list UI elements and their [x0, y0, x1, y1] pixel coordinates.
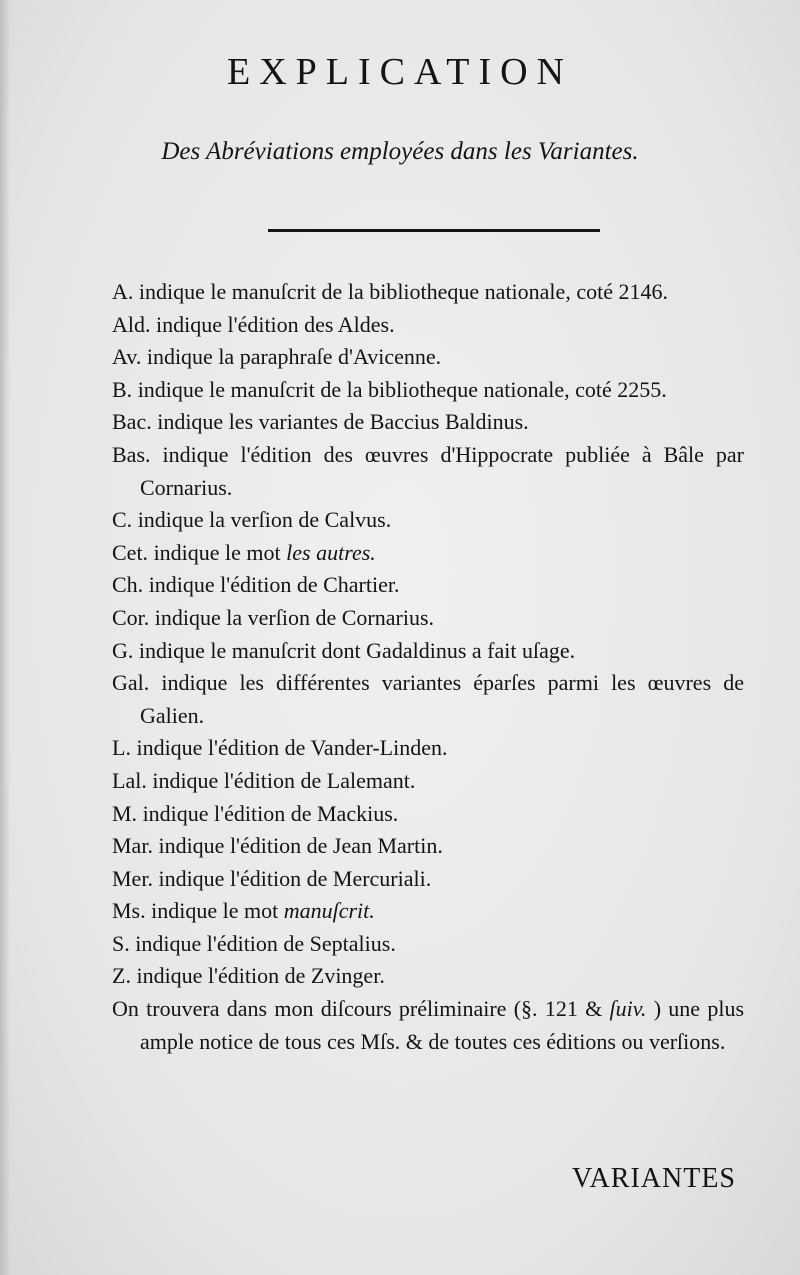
- abbreviation: L.: [112, 735, 131, 761]
- abbreviation: Av.: [112, 344, 142, 370]
- definition: indique la verſion de Calvus.: [137, 507, 392, 533]
- abbreviation-list: [112, 276, 744, 1058]
- list-item: [112, 341, 744, 374]
- definition: indique l'édition de Mackius.: [142, 800, 399, 826]
- list-item: [112, 798, 744, 831]
- list-item: [112, 960, 744, 993]
- definition: indique le manuſcrit de la bibliotheque nationale, coté 2146.: [138, 279, 668, 304]
- list-item: [112, 569, 744, 602]
- definition: indique l'édition des œuvres d'Hippocrate publiée à Bâle par Cornarius.: [140, 441, 744, 500]
- list-item: [112, 374, 744, 407]
- abbreviation: M.: [112, 800, 138, 826]
- list-item: [112, 439, 744, 504]
- abbreviation: Cet.: [112, 539, 149, 565]
- definition: indique le manuſcrit de la bibliotheque nationale, coté 2255.: [137, 376, 667, 402]
- list-item: [112, 504, 744, 537]
- abbreviation: Mer.: [112, 865, 153, 891]
- abbreviation: Cor.: [112, 604, 150, 630]
- page-title: EXPLICATION: [227, 51, 573, 93]
- abbreviation: C.: [112, 507, 133, 533]
- abbreviation: G.: [112, 637, 134, 663]
- definition: indique le mot: [153, 539, 281, 565]
- list-item: [112, 537, 744, 570]
- abbreviation: Gal.: [112, 670, 150, 696]
- list-item: [112, 765, 744, 798]
- list-item: [112, 895, 744, 928]
- list-item: [112, 309, 744, 342]
- abbreviation: Z.: [112, 963, 131, 989]
- definition: indique l'édition des Aldes.: [156, 311, 395, 337]
- italic-term: ſuiv.: [609, 996, 647, 1022]
- abbreviation: Bas.: [112, 441, 151, 467]
- definition: indique l'édition de Septalius.: [135, 930, 396, 956]
- page-subtitle: Des Abréviations employées dans les Variantes.: [161, 138, 639, 165]
- definition: indique la paraphraſe d'Avicenne.: [146, 344, 442, 370]
- list-item: [112, 732, 744, 765]
- definition: indique l'édition de Zvinger.: [136, 963, 385, 989]
- definition: indique la verſion de Cornarius.: [154, 604, 435, 630]
- abbreviation: Lal.: [112, 767, 147, 793]
- list-item: [112, 406, 744, 439]
- definition: indique le mot: [151, 898, 279, 924]
- abbreviation: Ald.: [112, 311, 151, 337]
- list-item: [112, 863, 744, 896]
- list-item: [112, 928, 744, 961]
- definition: indique les variantes de Baccius Baldinus.: [157, 409, 529, 435]
- definition: indique les différentes variantes éparſes parmi les œuvres de Galien.: [140, 670, 745, 728]
- abbreviation: A.: [112, 279, 134, 304]
- list-item: [112, 667, 744, 732]
- definition: indique l'édition de Jean Martin.: [158, 833, 443, 859]
- abbreviation: Ms.: [112, 898, 146, 924]
- note-text: On trouvera dans mon diſcours préliminaire (§. 121 &: [112, 996, 603, 1022]
- divider-rule: [268, 229, 600, 232]
- list-item: [112, 602, 744, 635]
- abbreviation: Mar.: [112, 833, 153, 859]
- closing-note: [112, 993, 744, 1058]
- italic-term: les autres.: [286, 539, 376, 565]
- abbreviation: B.: [112, 376, 133, 402]
- page-edge-shadow: [0, 0, 10, 1275]
- definition: indique l'édition de Mercuriali.: [158, 865, 432, 891]
- abbreviation: Ch.: [112, 572, 144, 598]
- definition: indique l'édition de Vander-Linden.: [136, 735, 448, 761]
- definition: indique l'édition de Chartier.: [148, 572, 400, 598]
- definition: indique l'édition de Lalemant.: [152, 767, 416, 793]
- list-item: [112, 830, 744, 863]
- abbreviation: Bac.: [112, 409, 152, 435]
- catchword: VARIANTES: [571, 1163, 736, 1194]
- abbreviation: S.: [112, 930, 130, 956]
- definition: indique le manuſcrit dont Gadaldinus a fait uſage.: [138, 637, 576, 663]
- note-text: ) une plus ample notice de tous ces Mſs. & de toutes ces éditions ou verſions.: [140, 996, 745, 1054]
- list-item: [112, 635, 744, 668]
- italic-term: manuſcrit.: [283, 898, 375, 924]
- list-item: [112, 276, 744, 309]
